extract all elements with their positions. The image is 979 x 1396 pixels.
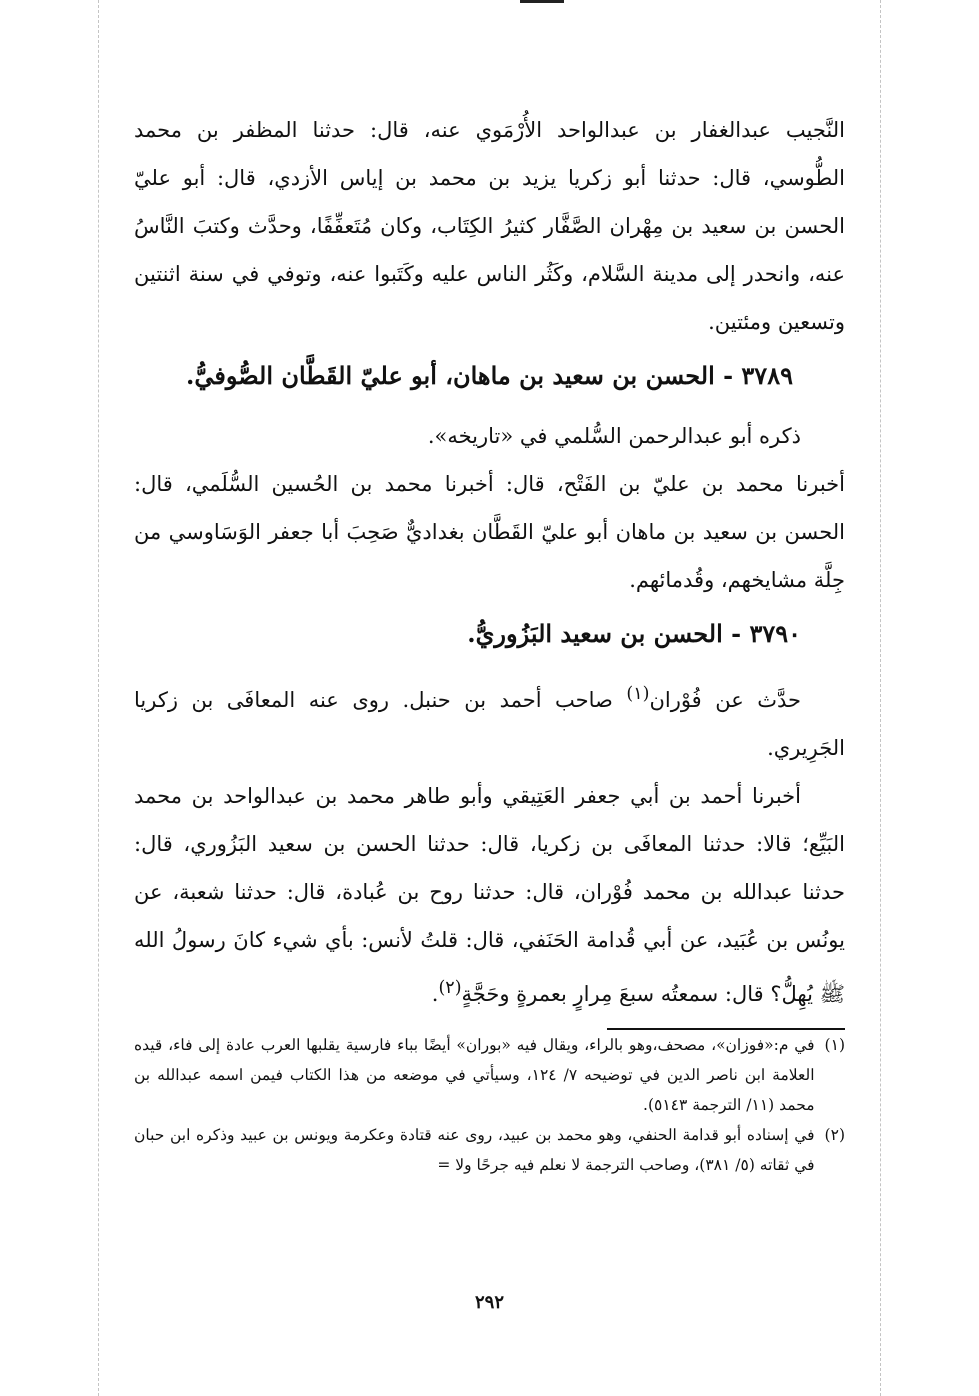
footnotes [134, 1030, 845, 1180]
footnote-2 [134, 1120, 845, 1180]
entry-3790-p1-text-b: صاحب أحمد بن حنبل. روى عنه المعافَى بن زكريا الجَرِيري. [134, 688, 845, 760]
page-number: ٢٩٢ [474, 1292, 504, 1313]
footnote-2-number: (٢) [824, 1126, 845, 1144]
entry-3789-paragraph-1: ذكره أبو عبدالرحمن السُّلمي في «تاريخه». [427, 424, 801, 448]
margin-guide-left [98, 0, 99, 1396]
entry-3790-heading: ٣٧٩٠ - الحسن بن سعيد البَزُوريُّ. [467, 619, 801, 648]
previous-entry-paragraph: النَّجيب عبدالغفار بن عبدالواحد الأُرْمَوي عنه، قال: حدثنا المظفر بن محمد الطُّوسي، قال: حدثنا أبو زكريا يزيد بن محمد بن إياس الأزدي، قال: أبو عليّ الحسن بن سعيد بن مِهْران الصَّفَّار كثيرُ الكِتَاب، وكان مُتَعفِّفًا، وحدَّث وكتبَ النَّاسُ عنه، وانحدر إلى مدينة السَّلام، وكَثُر الناس عليه وكَتَبوا عنه، وتوفي في سنة اثنتين وتسعين ومئتين. [134, 118, 845, 334]
entry-3790-p2-text-a: أخبرنا أحمد بن أبي جعفر العَتِيقي وأبو طاهر محمد بن عبدالواحد بن محمد البَيِّع؛ قالا: حدثنا المعافَى بن زكريا، قال: حدثنا الحسن بن سعيد البَزُوري، قال: حدثنا عبدالله بن محمد فُوْران، قال: حدثنا روح بن عُبادة، قال: حدثنا شعبة، عن يونُس بن عُبَيد، عن أبي قُدامة الحَنَفي، قال: قلتُ لأنس: بأي شيء كانَ رسولُ الله ﷺ يُهِلُّ؟ قال: سمعتُه سبعَ مِرارٍ بعمرةٍ وحَجَّةٍ [134, 784, 845, 1006]
footnote-1 [134, 1030, 845, 1120]
top-edge-mark [520, 0, 564, 3]
footnote-2-text: في إسناده أبو قدامة الحنفي، وهو محمد بن عبيد، روى عنه قتادة وعكرمة ويونس بن عبيد وذكره ابن حبان في ثقاته (٥/ ٣٨١)، وصاحب الترجمة لا نعلم فيه جرحًا ولا = [134, 1126, 815, 1174]
entry-3790-p2-text-b: . [431, 982, 439, 1006]
entry-3790-p1-text-a: حدَّث عن فُوْران [649, 688, 801, 712]
margin-guide-right [880, 0, 881, 1396]
footnote-1-text: في م:«فوزان»، مصحف،وهو بالراء، ويقال فيه «بوران» أيضًا بباء فارسية يقلبها العرب عادة إلى فاء، قيده العلامة ابن ناصر الدين في توضيحه ٧/ ١٢٤، وسيأتي في موضعه من هذا الكتاب فيمن اسمه عبدالله بن محمد (١١/ الترجمة ٥١٤٣). [134, 1036, 815, 1114]
footnote-ref-2: (٢) [438, 978, 462, 998]
footnote-1-number: (١) [824, 1036, 845, 1054]
entry-3790-paragraph-1 [134, 670, 845, 772]
entry-3790-paragraph-2 [134, 772, 845, 1018]
footnote-ref-1: (١) [626, 684, 650, 704]
main-text [134, 106, 845, 1018]
entry-3789-paragraph-2: أخبرنا محمد بن عليّ بن الفَتْح، قال: أخبرنا محمد بن الحُسين السُّلَمي، قال: الحسن بن سعيد بن ماهان أبو عليّ القَطَّان بغداديٌّ صَحِبَ أبا جعفر الوَسَاوسي من جِلَّة مشايخهم، وقُدمائهم. [134, 472, 845, 592]
entry-3789-heading: ٣٧٨٩ - الحسن بن سعيد بن ماهان، أبو عليّ القَطَّان الصُّوفيُّ. [186, 361, 793, 390]
